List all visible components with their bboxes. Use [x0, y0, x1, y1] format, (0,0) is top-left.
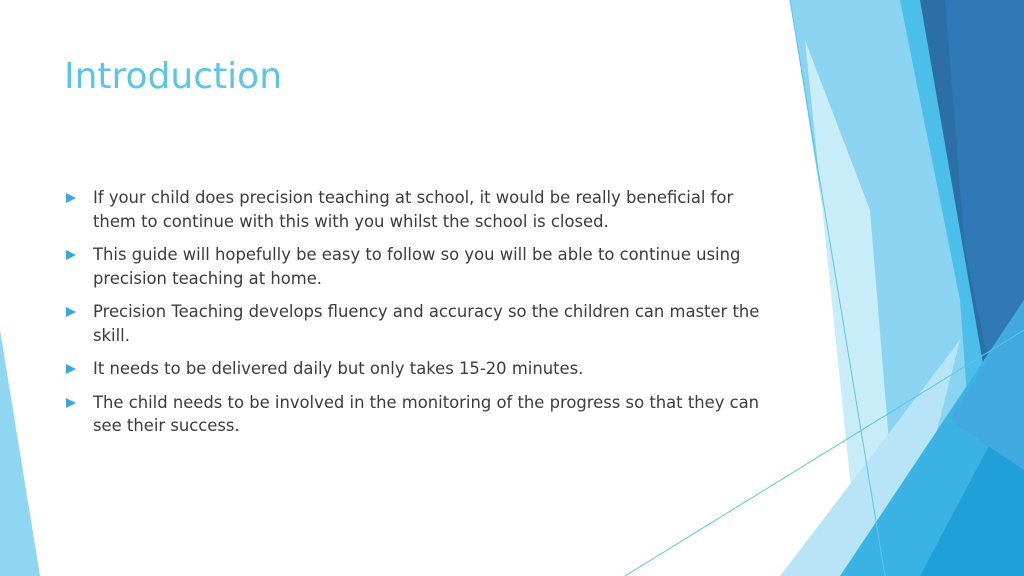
bullet-text: Precision Teaching develops fluency and accuracy so the children can master the skill.	[93, 302, 760, 345]
triangle-arrow-right-icon	[66, 307, 76, 317]
bullet-text: The child needs to be involved in the monitoring of the progress so that they can see their success.	[93, 392, 760, 435]
bullet-item	[64, 391, 764, 438]
bullet-text: It needs to be delivered daily but only takes 15-20 minutes.	[93, 359, 584, 378]
triangle-arrow-right-icon	[66, 398, 76, 408]
bullet-item	[64, 243, 764, 290]
bullet-item	[64, 300, 764, 347]
triangle-arrow-right-icon	[66, 364, 76, 374]
triangle-arrow-right-icon	[66, 250, 76, 260]
triangle-arrow-right-icon	[66, 193, 76, 203]
bullet-item	[64, 357, 764, 381]
bullet-text: If your child does precision teaching at school, it would be really beneficial for them to continue with this with you whilst the school is closed.	[93, 188, 734, 231]
slide-title: Introduction	[64, 56, 283, 97]
bullet-item	[64, 186, 764, 233]
bullet-list	[64, 186, 764, 448]
left-edge-sliver	[0, 330, 40, 576]
bullet-text: This guide will hopefully be easy to follow so you will be able to continue using precision teaching at home.	[93, 245, 741, 288]
